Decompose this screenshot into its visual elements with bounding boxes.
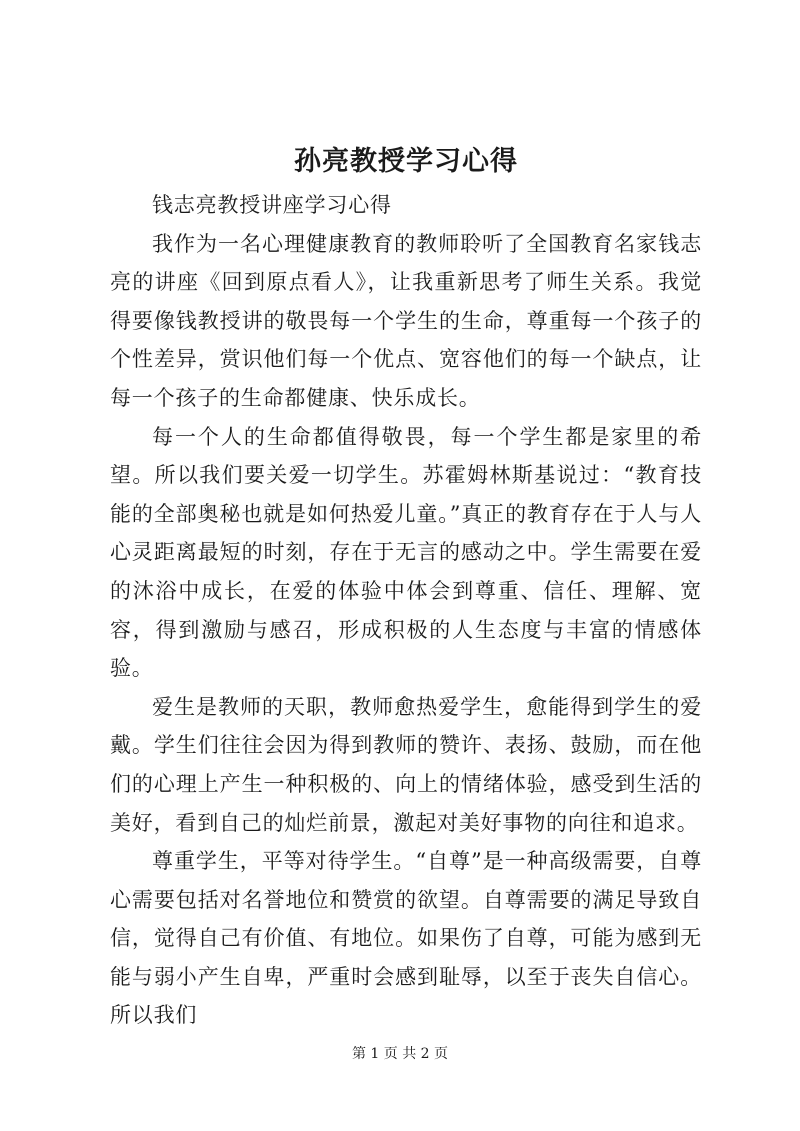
body-paragraph: 我作为一名心理健康教育的教师聆听了全国教育名家钱志亮的讲座《回到原点看人》，让我重新思考了师生关系。我觉得要像钱教授讲的敬畏每一个学生的生命，尊重每一个孩子的个性差异，赏识他们每一个优点、宽容他们的每一个缺点，让每一个孩子的生命都健康、快乐成长。	[110, 231, 702, 410]
document-body	[110, 186, 702, 1035]
body-paragraph: 每一个人的生命都值得敬畏，每一个学生都是家里的希望。所以我们要关爱一切学生。苏霍姆林斯基说过：“教育技能的全部奥秘也就是如何热爱儿童。”真正的教育存在于人与人心灵距离最短的时刻，存在于无言的感动之中。学生需要在爱的沐浴中成长，在爱的体验中体会到尊重、信任、理解、宽容，得到激励与感召，形成积极的人生态度与丰富的情感体验。	[110, 424, 702, 681]
body-paragraph: 爱生是教师的天职，教师愈热爱学生，愈能得到学生的爱戴。学生们往往会因为得到教师的赞许、表扬、鼓励，而在他们的心理上产生一种积极的、向上的情绪体验，感受到生活的美好，看到自己的灿烂前景，激起对美好事物的向往和追求。	[110, 694, 702, 835]
page-footer: 第 1 页 共 2 页	[351, 1046, 449, 1062]
body-paragraph: 尊重学生，平等对待学生。“自尊”是一种高级需要，自尊心需要包括对名誉地位和赞赏的欲望。自尊需要的满足导致自信，觉得自己有价值、有地位。如果伤了自尊，可能为感到无能与弱小产生自卑，严重时会感到耻辱，以至于丧失自信心。所以我们	[110, 849, 702, 1028]
subtitle-paragraph: 钱志亮教授讲座学习心得	[152, 193, 392, 217]
document-title: 孙亮教授学习心得	[294, 146, 518, 177]
document-page	[110, 0, 702, 1131]
